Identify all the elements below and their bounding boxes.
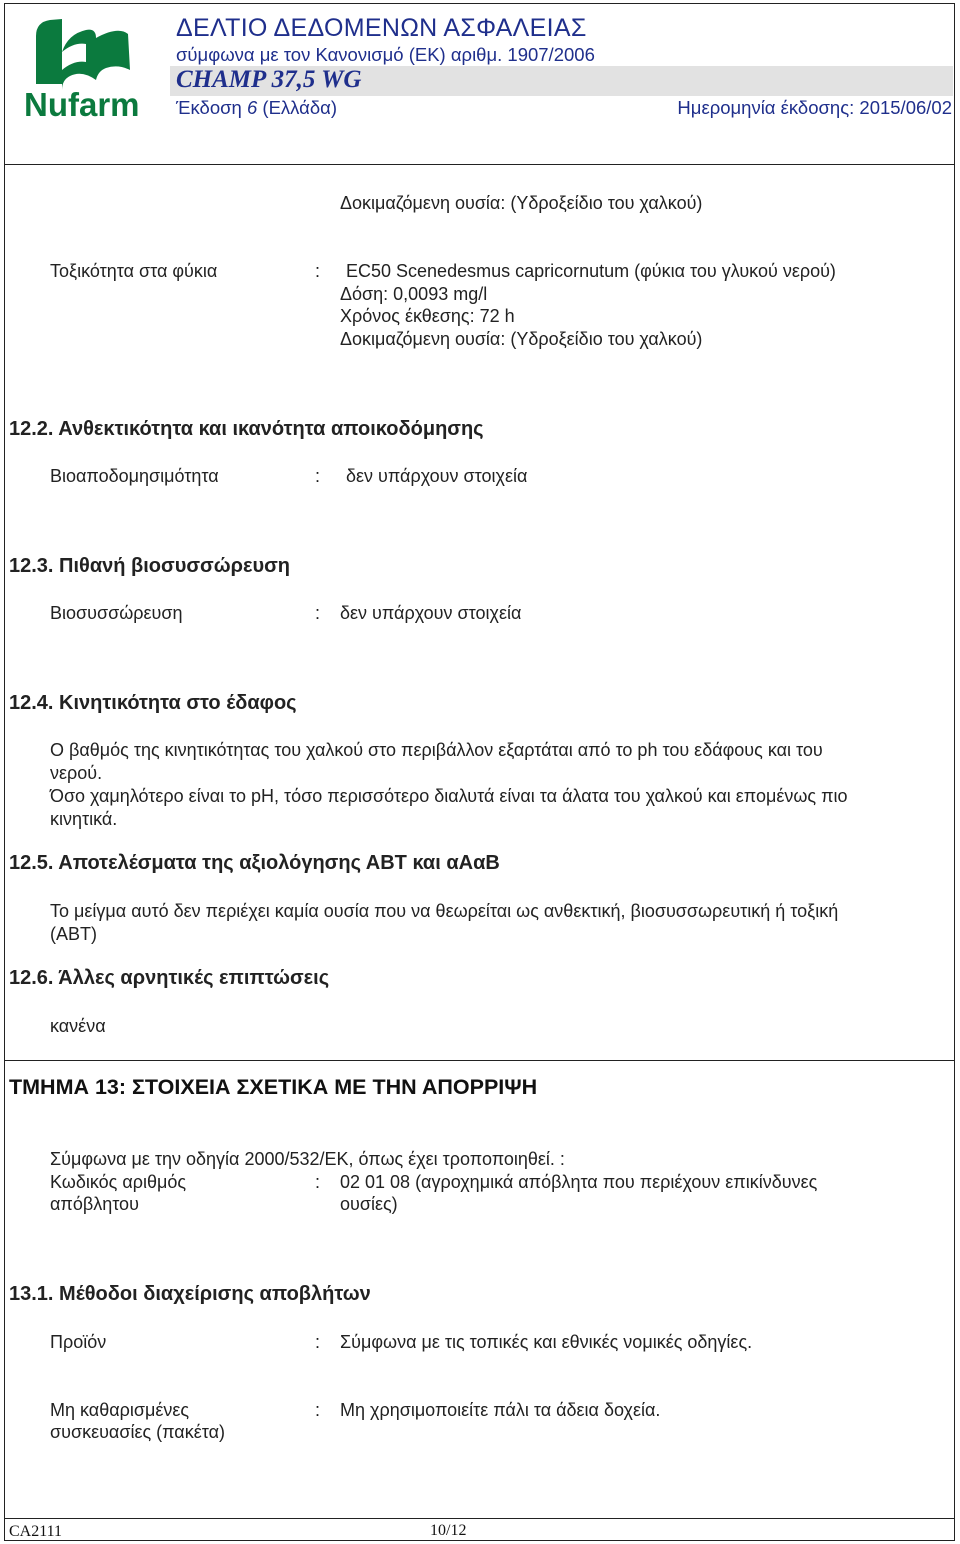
product-disposal-colon: : — [315, 1332, 321, 1352]
algae-exposure: Χρόνος έκθεσης: 72 h — [340, 306, 515, 326]
waste-code-colon: : — [315, 1172, 321, 1192]
waste-code-value-line1: 02 01 08 (αγροχημικά απόβλητα που περιέχουν επικίνδυνες — [340, 1172, 818, 1192]
heading-13-1: 13.1. Μέθοδοι διαχείρισης αποβλήτων — [9, 1283, 371, 1305]
algae-tested-substance: Δοκιμαζόμενη ουσία: (Υδροξείδιο του χαλκού) — [340, 329, 703, 349]
heading-12-2: 12.2. Ανθεκτικότητα και ικανότητα αποικοδόμησης — [9, 418, 484, 440]
mobility-text-line2: νερού. — [50, 763, 103, 783]
directive-text: Σύμφωνα με την οδηγία 2000/532/ΕΚ, όπως έχει τροποποιηθεί. : — [50, 1149, 565, 1169]
algae-colon: : — [315, 261, 321, 281]
pbt-text-line1: Το μείγμα αυτό δεν περιέχει καμία ουσία που να θεωρείται ως ανθεκτική, βιοσυσσωρευτική ή τοξική — [50, 901, 839, 921]
edition-prefix: Έκδοση — [176, 97, 242, 118]
page-number: 10/12 — [430, 1522, 467, 1539]
section-13-heading: ΤΜΗΜΑ 13: ΣΤΟΙΧΕΙΑ ΣΧΕΤΙΚΑ ΜΕ ΤΗΝ ΑΠΟΡΡΙΨΗ — [9, 1075, 538, 1099]
algae-ec50: EC50 Scenedesmus capricornutum (φύκια του γλυκού νερού) — [346, 261, 836, 281]
pbt-text-line2: (ΑΒΤ) — [50, 924, 97, 944]
tested-substance: Δοκιμαζόμενη ουσία: (Υδροξείδιο του χαλκού) — [340, 193, 703, 213]
header-divider — [4, 164, 955, 165]
biodegradability-colon: : — [315, 466, 321, 486]
product-disposal-label: Προϊόν — [50, 1332, 107, 1352]
packaging-value: Μη χρησιμοποιείτε πάλι τα άδεια δοχεία. — [340, 1400, 661, 1420]
mobility-text-line4: κινητικά. — [50, 809, 118, 829]
bioaccumulation-label: Βιοσυσσώρευση — [50, 603, 183, 623]
algae-dose: Δόση: 0,0093 mg/l — [340, 284, 488, 304]
product-disposal-value: Σύμφωνα με τις τοπικές και εθνικές νομικές οδηγίες. — [340, 1332, 753, 1352]
packaging-colon: : — [315, 1400, 321, 1420]
heading-12-3: 12.3. Πιθανή βιοσυσσώρευση — [9, 555, 291, 577]
packaging-label-line1: Μη καθαρισμένες — [50, 1400, 190, 1420]
product-name: CHAMP 37,5 WG — [176, 66, 362, 93]
algae-toxicity-label: Τοξικότητα στα φύκια — [50, 261, 218, 281]
nufarm-logo — [22, 14, 150, 122]
heading-12-6: 12.6. Άλλες αρνητικές επιπτώσεις — [9, 967, 330, 989]
regulation-subtitle: σύμφωνα με τον Κανονισμό (ΕΚ) αριθμ. 1907/2006 — [176, 44, 595, 65]
bioaccumulation-value: δεν υπάρχουν στοιχεία — [340, 603, 522, 623]
document-title: ΔΕΛΤΙΟ ΔΕΔΟΜΕΝΩΝ ΑΣΦΑΛΕΙΑΣ — [176, 14, 587, 42]
edition-suffix: (Ελλάδα) — [262, 97, 337, 118]
waste-code-label-line2: απόβλητου — [50, 1194, 139, 1214]
section-divider — [4, 1060, 955, 1061]
mobility-text-line1: Ο βαθμός της κινητικότητας του χαλκού στο περιβάλλον εξαρτάται από το ph του εδάφους και του — [50, 740, 823, 760]
waste-code-label-line1: Κωδικός αριθμός — [50, 1172, 187, 1192]
document-code: CA2111 — [9, 1523, 63, 1540]
edition-number: 6 — [246, 97, 258, 118]
mobility-text-line3: Όσο χαμηλότερο είναι το pH, τόσο περισσότερο διαλυτά είναι τα άλατα του χαλκού και επομένως πιο — [50, 786, 848, 806]
other-effects-value: κανένα — [50, 1016, 106, 1036]
bioaccumulation-colon: : — [315, 603, 321, 623]
edition — [176, 97, 337, 119]
page-frame — [4, 3, 955, 1541]
packaging-label-line2: συσκευασίες (πακέτα) — [50, 1422, 225, 1442]
waste-code-value-line2: ουσίες) — [340, 1194, 398, 1214]
issue-date: Ημερομηνία έκδοσης: 2015/06/02 — [677, 97, 952, 118]
biodegradability-value: δεν υπάρχουν στοιχεία — [346, 466, 528, 486]
svg-text:Nufarm: Nufarm — [24, 86, 140, 122]
heading-12-4: 12.4. Κινητικότητα στο έδαφος — [9, 692, 297, 714]
biodegradability-label: Βιοαποδομησιμότητα — [50, 466, 219, 486]
footer-divider — [4, 1518, 955, 1519]
heading-12-5: 12.5. Αποτελέσματα της αξιολόγησης ΑΒΤ και αΑαΒ — [9, 852, 500, 874]
